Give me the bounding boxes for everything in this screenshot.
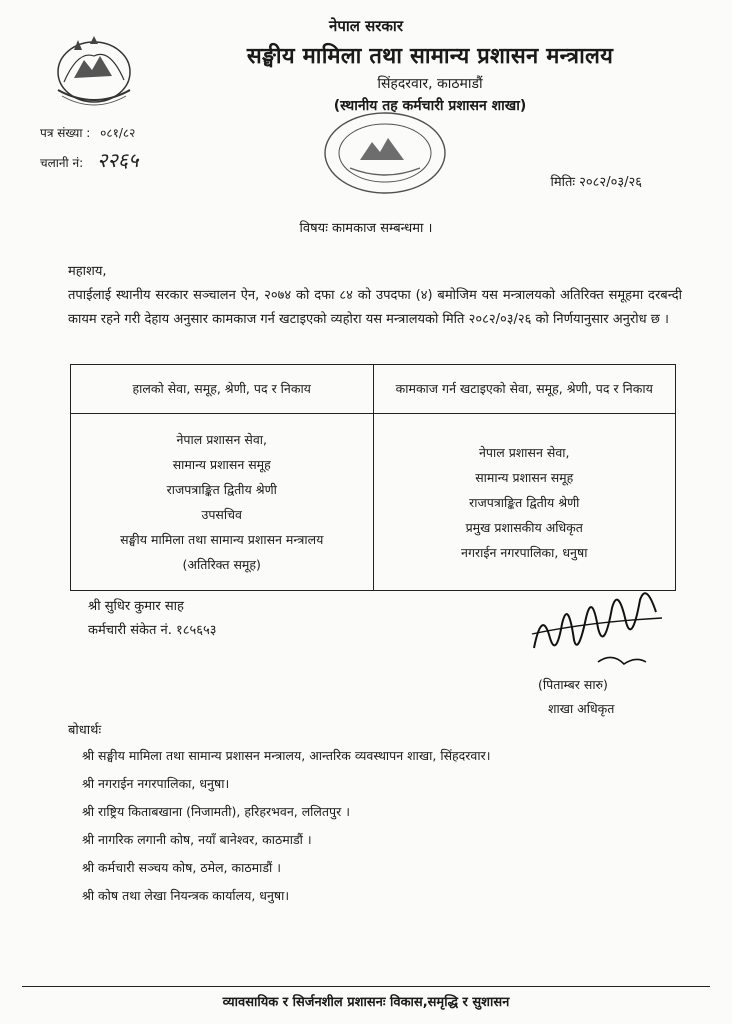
list-item: श्री राष्ट्रिय किताबखाना (निजामती), हरिहरभवन, ललितपुर । [82,804,350,819]
branch-name: (स्थानीय तह कर्मचारी प्रशासन शाखा) [333,98,527,114]
list-item: श्री नगराईन नगरपालिका, धनुषा। [82,776,230,791]
office-stamp-icon [320,108,450,198]
ministry-name: सङ्घीय मामिला तथा सामान्य प्रशासन मन्त्रालय [246,44,614,69]
list-item: श्री नागरिक लगानी कोष, नयाँ बानेश्वर, काठमाडौं । [82,832,312,847]
assigned-details [373,414,676,591]
current-line: सङ्घीय मामिला तथा सामान्य प्रशासन मन्त्रालय [120,532,324,547]
signature-icon [528,578,668,674]
body-paragraph: तपाईलाई स्थानीय सरकार सञ्चालन ऐन, २०७४ को दफा ८४ को उपदफा (४) बमोजिम यस मन्त्रालयको अतिरिक्त समूहमा दरबन्दी कायम रहने गरी देहाय अनुसार कामकाज गर्न खटाइएको व्यहोरा यस मन्त्रालयको मिति २०८२/०३/२६ को निर्णयानुसार अनुरोध छ । [68,288,682,327]
footer-motto: व्यावसायिक र सिर्जनशील प्रशासनः विकास,समृद्धि र सुशासन [222,995,510,1010]
assigned-line: नगराईन नगरपालिका, धनुषा [461,544,588,560]
reference-number [40,124,135,141]
list-item: श्री कोष तथा लेखा नियन्त्रक कार्यालय, धनुषा। [82,888,290,903]
subject-line: विषयः कामकाज सम्बन्धमा । [299,221,433,236]
current-line: सामान्य प्रशासन समूह [172,457,271,472]
date-label: मितिः [550,175,576,190]
reference-label: पत्र संख्या : [40,126,91,140]
assigned-line: राजपत्राङ्कित द्वितीय श्रेणी [469,494,580,510]
assigned-line: प्रमुख प्रशासकीय अधिकृत [465,519,583,535]
current-line: (अतिरिक्त समूह) [182,557,261,572]
date-value: २०८२/०३/२६ [579,175,642,190]
footer-divider [22,986,710,987]
assigned-line: सामान्य प्रशासन समूह [475,469,574,485]
dispatch-number [40,146,139,173]
nepal-emblem-icon [48,30,140,110]
letter-date [550,172,642,190]
salutation: महाशय, [68,264,107,279]
list-item: श्री सङ्घीय मामिला तथा सामान्य प्रशासन मन्त्रालय, आन्तरिक व्यवस्थापन शाखा, सिंहदरवार। [82,748,491,763]
dispatch-value: २२६५ [96,148,139,172]
signatory-post: शाखा अधिकृत [548,701,615,716]
table-row [71,414,676,591]
list-item: श्री कर्मचारी सञ्चय कोष, ठमेल, काठमाडौं । [82,860,281,875]
dispatch-label: चलानी नं: [40,156,84,170]
cc-title: बोधार्थः [68,723,102,738]
employee-code: कर्मचारी संकेत नं. १८५६५३ [88,623,217,638]
table-header-row [71,365,676,414]
current-line: नेपाल प्रशासन सेवा, [176,432,268,447]
cc-list [82,742,490,910]
current-details [71,414,374,591]
assignment-table [70,364,676,591]
employee-name: श्री सुधिर कुमार साह [88,599,184,614]
header-current: हालको सेवा, समूह, श्रेणी, पद र निकाय [71,365,374,414]
signatory-name: (पिताम्बर सारु) [538,677,608,692]
header-assigned: कामकाज गर्न खटाइएको सेवा, समूह, श्रेणी, पद र निकाय [373,365,676,414]
ministry-address: सिंहदरवार, काठमाडौं [377,76,483,92]
reference-value: ०८१/८२ [100,126,136,140]
current-line: राजपत्राङ्कित द्वितीय श्रेणी [166,482,277,497]
government-name: नेपाल सरकार [329,17,403,35]
assigned-line: नेपाल प्रशासन सेवा, [478,444,570,460]
current-line: उपसचिव [201,507,243,522]
